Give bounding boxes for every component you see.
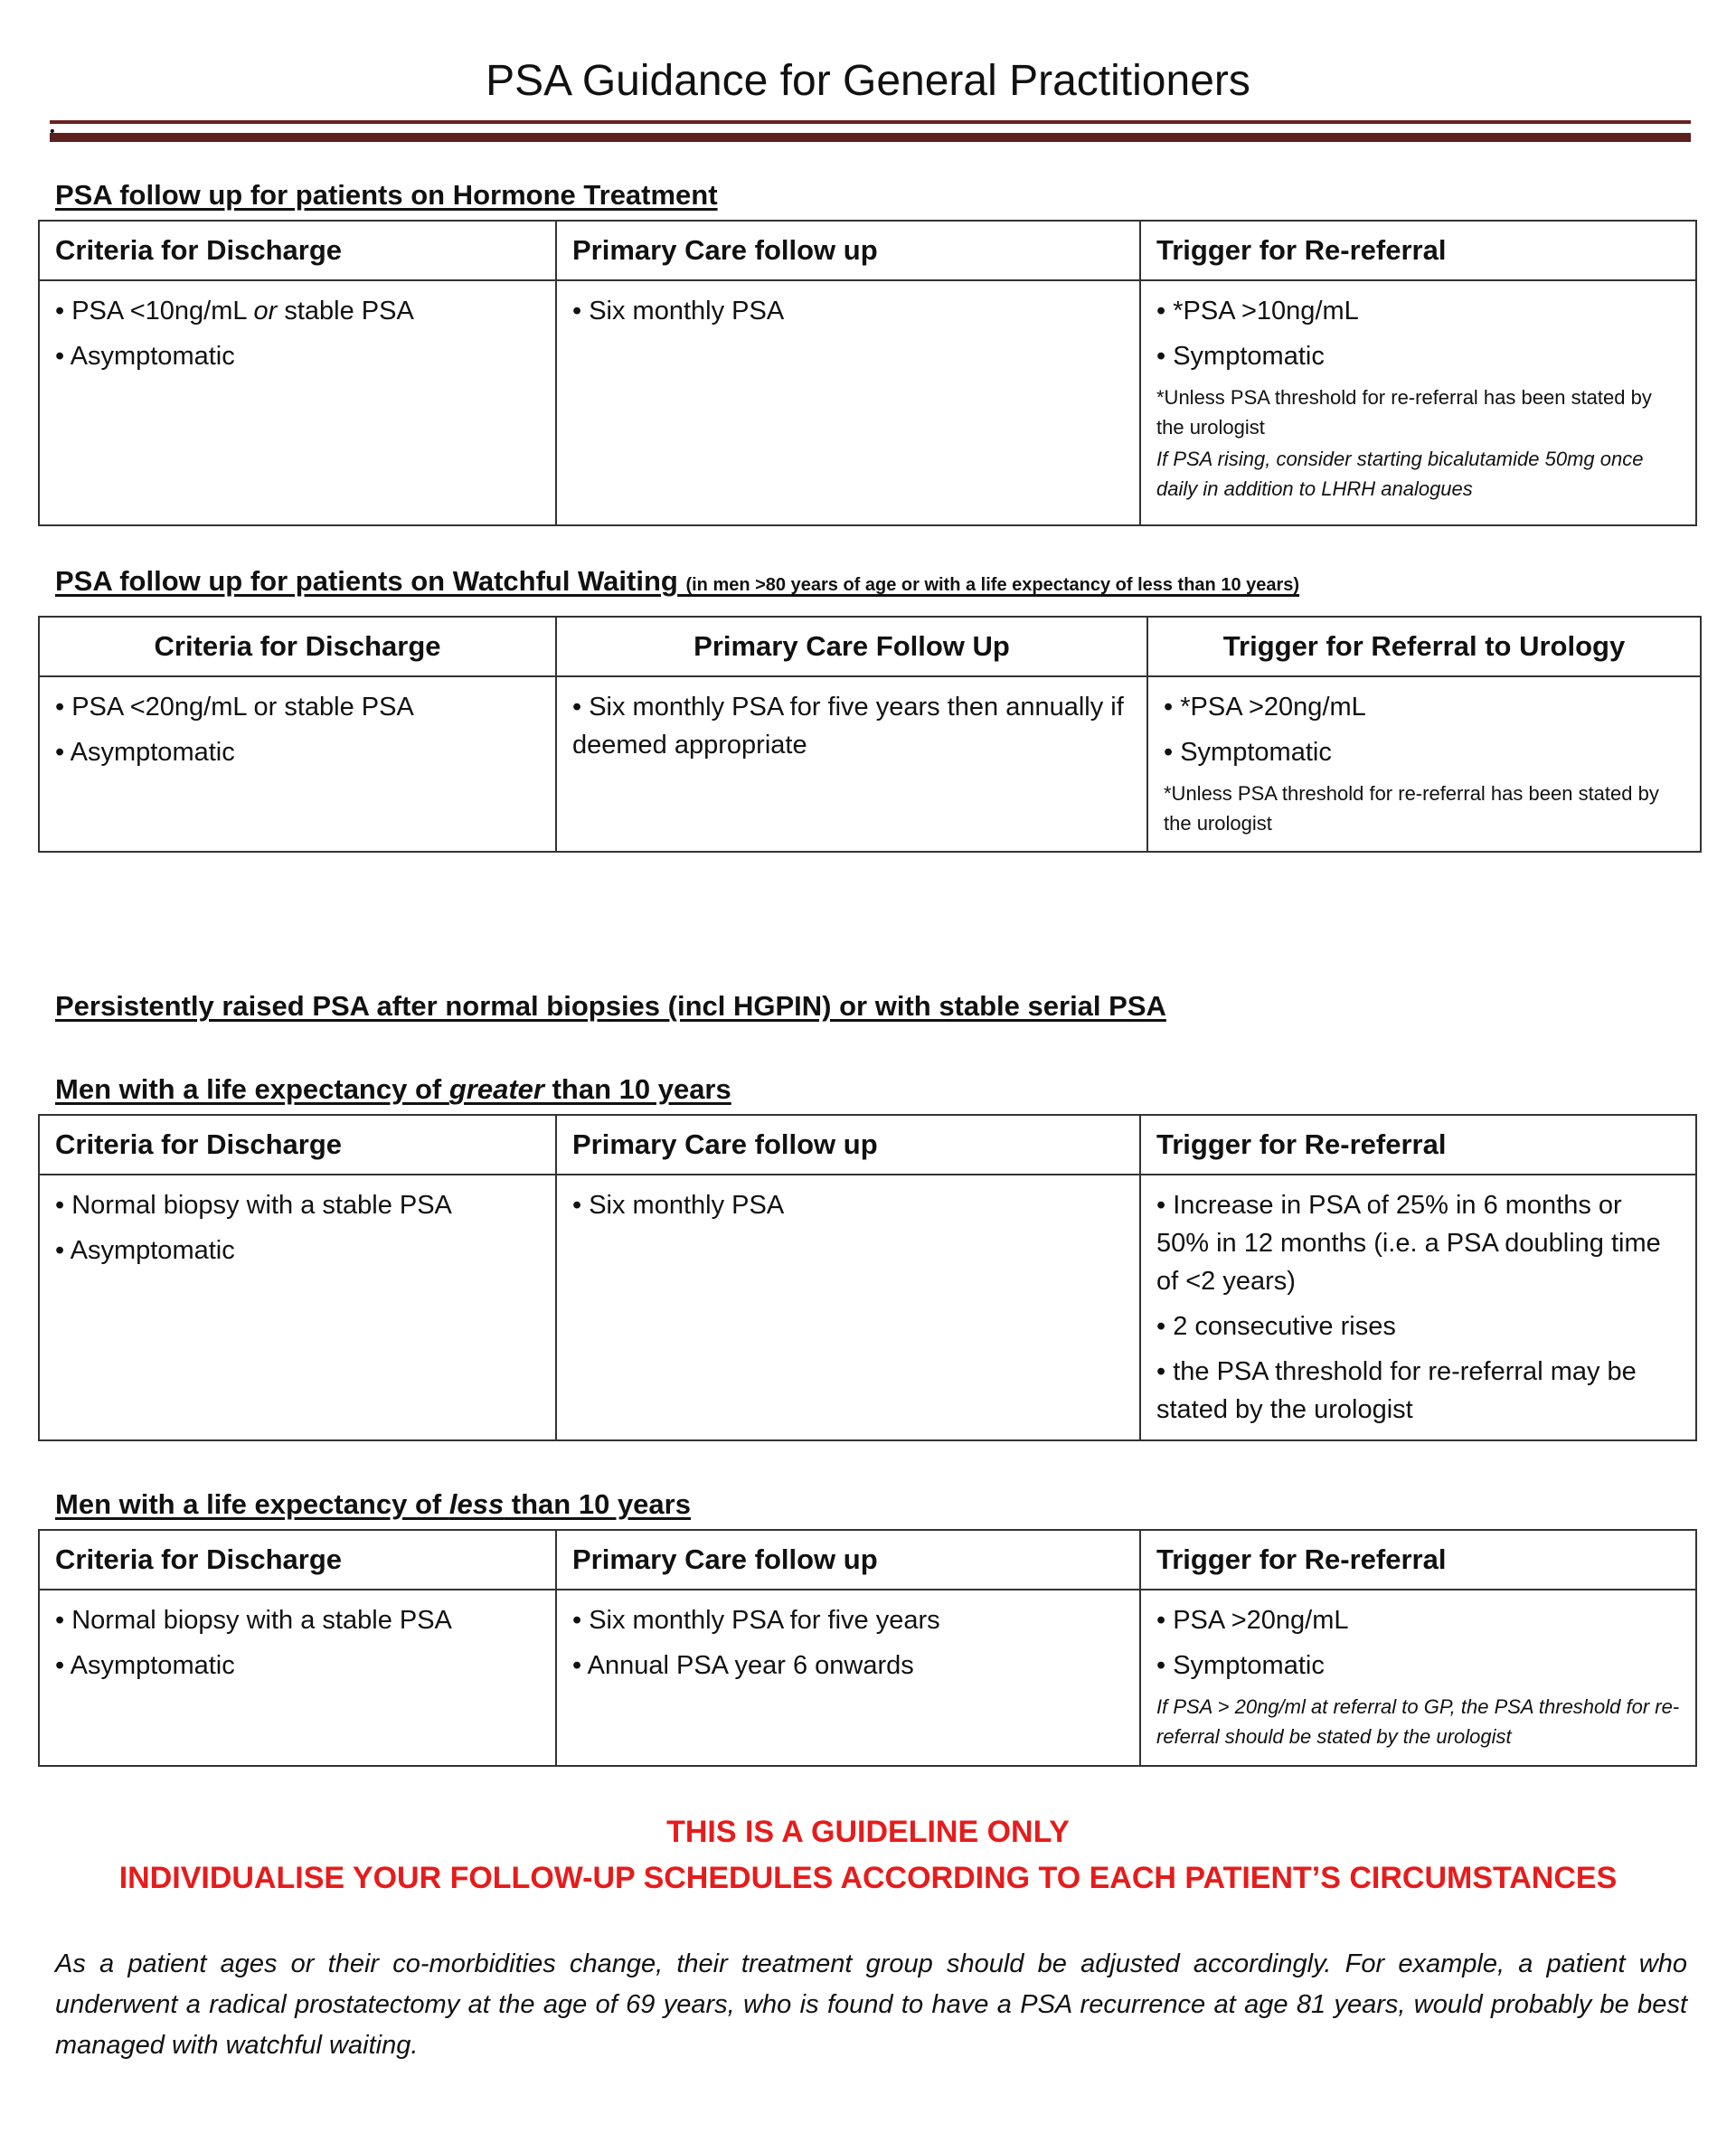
bullet: • Normal biopsy with a stable PSA bbox=[55, 1601, 540, 1639]
watchful-waiting-heading: PSA follow up for patients on Watchful Waiting (in men >80 years of age or with a life expectancy of less than 10 years) bbox=[55, 565, 1300, 597]
less-life-expectancy-table bbox=[38, 1529, 1697, 1767]
note-italic: If PSA rising, consider starting bicalutamide 50mg once daily in addition to LHRH analogues bbox=[1156, 448, 1644, 501]
col-header: Criteria for Discharge bbox=[39, 1115, 556, 1175]
follow-up-cell bbox=[556, 280, 1140, 525]
bullet: • Asymptomatic bbox=[55, 1232, 540, 1269]
follow-up-cell bbox=[556, 1590, 1140, 1766]
col-header: Trigger for Re-referral bbox=[1140, 1115, 1696, 1175]
less-life-expectancy-heading: Men with a life expectancy of less than 10 years bbox=[55, 1488, 691, 1520]
bullet: • *PSA >10ng/mL bbox=[1156, 292, 1680, 330]
individualise-warning: INDIVIDUALISE YOUR FOLLOW-UP SCHEDULES ACCORDING TO EACH PATIENT’S CIRCUMSTANCES bbox=[118, 1861, 1618, 1895]
bullet: • the PSA threshold for re-referral may be stated by the urologist bbox=[1156, 1353, 1680, 1429]
bullet: • *PSA >20ng/mL bbox=[1164, 688, 1684, 726]
col-header: Criteria for Discharge bbox=[39, 1530, 556, 1590]
persistent-psa-heading: Persistently raised PSA after normal biopsies (incl HGPIN) or with stable serial PSA bbox=[55, 990, 1166, 1022]
criteria-cell bbox=[39, 676, 556, 852]
criteria-cell bbox=[39, 1175, 556, 1440]
hormone-treatment-table bbox=[38, 220, 1697, 526]
trigger-cell bbox=[1140, 280, 1696, 525]
note: *Unless PSA threshold for re-referral has been stated by the urologist bbox=[1164, 782, 1659, 835]
bullet: • Annual PSA year 6 onwards bbox=[572, 1647, 1124, 1685]
bullet: • Increase in PSA of 25% in 6 months or 50% in 12 months (i.e. a PSA doubling time of <2 years) bbox=[1156, 1186, 1680, 1300]
bullet: • Asymptomatic bbox=[55, 733, 540, 771]
bullet: • Symptomatic bbox=[1156, 337, 1680, 375]
watchful-waiting-table bbox=[38, 616, 1702, 853]
col-header: Primary Care follow up bbox=[556, 221, 1140, 280]
footer-paragraph: As a patient ages or their co-morbidities change, their treatment group should be adjusted accordingly. For example, a patient who underwent a radical prostatectomy at the age of 69 years, who is found to have a PSA recurrence at age 81 years, would probably be best managed with watchful waiting. bbox=[55, 1949, 1687, 2060]
col-header: Trigger for Re-referral bbox=[1140, 1530, 1696, 1590]
bullet: • Asymptomatic bbox=[55, 337, 540, 375]
col-header: Primary Care follow up bbox=[556, 1530, 1140, 1590]
trigger-cell bbox=[1147, 676, 1701, 852]
criteria-cell bbox=[39, 1590, 556, 1766]
bullet: • Asymptomatic bbox=[55, 1647, 540, 1685]
col-header: Primary Care Follow Up bbox=[556, 617, 1147, 676]
bullet: • Six monthly PSA for five years bbox=[572, 1601, 1124, 1639]
hormone-treatment-heading: PSA follow up for patients on Hormone Treatment bbox=[55, 179, 718, 211]
trigger-cell bbox=[1140, 1175, 1696, 1440]
col-header: Trigger for Re-referral bbox=[1140, 221, 1696, 280]
note: *Unless PSA threshold for re-referral has been stated by the urologist bbox=[1156, 386, 1652, 439]
bullet: • Six monthly PSA bbox=[572, 1186, 1124, 1224]
bullet: • Six monthly PSA bbox=[572, 292, 1124, 330]
bullet: • Symptomatic bbox=[1156, 1647, 1680, 1685]
follow-up-cell bbox=[556, 676, 1147, 852]
greater-life-expectancy-heading: Men with a life expectancy of greater than 10 years bbox=[55, 1073, 731, 1105]
follow-up-cell bbox=[556, 1175, 1140, 1440]
bullet: • Six monthly PSA for five years then annually if deemed appropriate bbox=[572, 688, 1131, 764]
guideline-warning: THIS IS A GUIDELINE ONLY bbox=[666, 1815, 1070, 1849]
trigger-cell bbox=[1140, 1590, 1696, 1766]
col-header: Criteria for Discharge bbox=[39, 617, 556, 676]
bullet: • Symptomatic bbox=[1164, 733, 1684, 771]
bullet: • PSA <20ng/mL or stable PSA bbox=[55, 688, 540, 726]
bullet: • PSA >20ng/mL bbox=[1156, 1601, 1680, 1639]
bullet: • 2 consecutive rises bbox=[1156, 1307, 1680, 1345]
col-header: Primary Care follow up bbox=[556, 1115, 1140, 1175]
col-header: Criteria for Discharge bbox=[39, 221, 556, 280]
col-header: Trigger for Referral to Urology bbox=[1147, 617, 1701, 676]
note-italic: If PSA > 20ng/ml at referral to GP, the PSA threshold for re-referral should be stated by the urologist bbox=[1156, 1695, 1680, 1749]
bullet: • Normal biopsy with a stable PSA bbox=[55, 1186, 540, 1224]
bullet: • PSA <10ng/mL or stable PSA bbox=[55, 292, 540, 330]
greater-life-expectancy-table bbox=[38, 1114, 1697, 1441]
criteria-cell bbox=[39, 280, 556, 525]
page-title: PSA Guidance for General Practitioners bbox=[486, 57, 1250, 105]
title-divider bbox=[50, 120, 1691, 135]
